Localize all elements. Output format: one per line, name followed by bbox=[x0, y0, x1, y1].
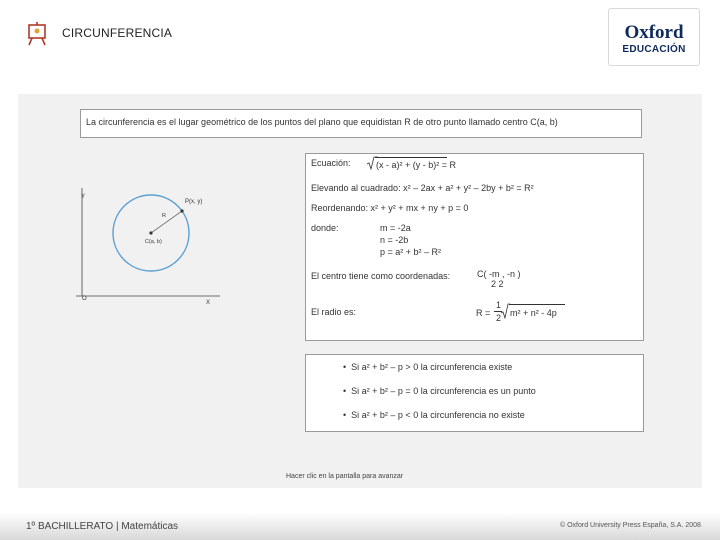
circle-diagram bbox=[70, 186, 230, 312]
donde-n: n = -2b bbox=[380, 235, 409, 245]
point-p bbox=[180, 209, 183, 212]
logo-brand: Oxford bbox=[624, 22, 684, 43]
equation-label: Ecuación: bbox=[311, 158, 351, 168]
sqrt-bar-radius bbox=[509, 304, 565, 305]
center-text: El centro tiene como coordenadas: bbox=[311, 271, 451, 281]
easel-icon bbox=[26, 22, 48, 46]
origin-label: O bbox=[82, 296, 87, 302]
donde-m: m = -2a bbox=[380, 223, 411, 233]
radius-label: R bbox=[162, 213, 166, 219]
reordered-step: Reordenando: x² + y² + mx + ny + p = 0 bbox=[311, 203, 469, 213]
condition-item: • Si a² + b² – p = 0 la circunferencia es un punto bbox=[343, 386, 536, 396]
radius-numerator: 1 bbox=[496, 300, 502, 310]
radius-text: El radio es: bbox=[311, 307, 357, 317]
sqrt-bar bbox=[375, 157, 447, 158]
x-axis-label: X bbox=[206, 300, 211, 306]
condition-item: • Si a² + b² – p > 0 la circunferencia existe bbox=[343, 362, 513, 372]
center-formula: C( -m , -n ) bbox=[477, 269, 521, 279]
radius-formula: m² + n² - 4p bbox=[510, 308, 557, 318]
center-point bbox=[149, 231, 152, 234]
course-label: 1º BACHILLERATO | Matemáticas bbox=[26, 521, 179, 532]
center-denominators: 2 2 bbox=[491, 279, 504, 289]
advance-hint: Hacer clic en la pantalla para avanzar bbox=[286, 473, 404, 480]
y-axis-label: Y bbox=[81, 194, 86, 200]
point-label: P(x, y) bbox=[185, 199, 203, 205]
donde-p: p = a² + b² – R² bbox=[380, 247, 442, 257]
center-label: C(a, b) bbox=[145, 239, 162, 245]
logo-sub: EDUCACIÓN bbox=[622, 44, 686, 55]
radius-denominator: 2 bbox=[496, 313, 502, 323]
squared-step: Elevando al cuadrado: x² – 2ax + a² + y² – 2by + b² = R² bbox=[311, 183, 534, 193]
copyright-text: © Oxford University Press España, S.A. 2008 bbox=[560, 522, 701, 529]
radius-line bbox=[151, 211, 182, 233]
page-title: CIRCUNFERENCIA bbox=[62, 26, 173, 40]
radius-prefix: R = bbox=[476, 308, 491, 318]
donde-label: donde: bbox=[311, 223, 339, 233]
definition-text: La circunferencia es el lugar geométrico de los puntos del plano que equidistan R de otro punto llamado centro C(a, b) bbox=[86, 117, 558, 127]
oxford-logo bbox=[608, 8, 700, 66]
sqrt-icon-radius bbox=[500, 303, 510, 319]
equation-formula: (x - a)² + (y - b)² = R bbox=[376, 160, 457, 170]
condition-item: • Si a² + b² – p < 0 la circunferencia no existe bbox=[343, 410, 525, 420]
